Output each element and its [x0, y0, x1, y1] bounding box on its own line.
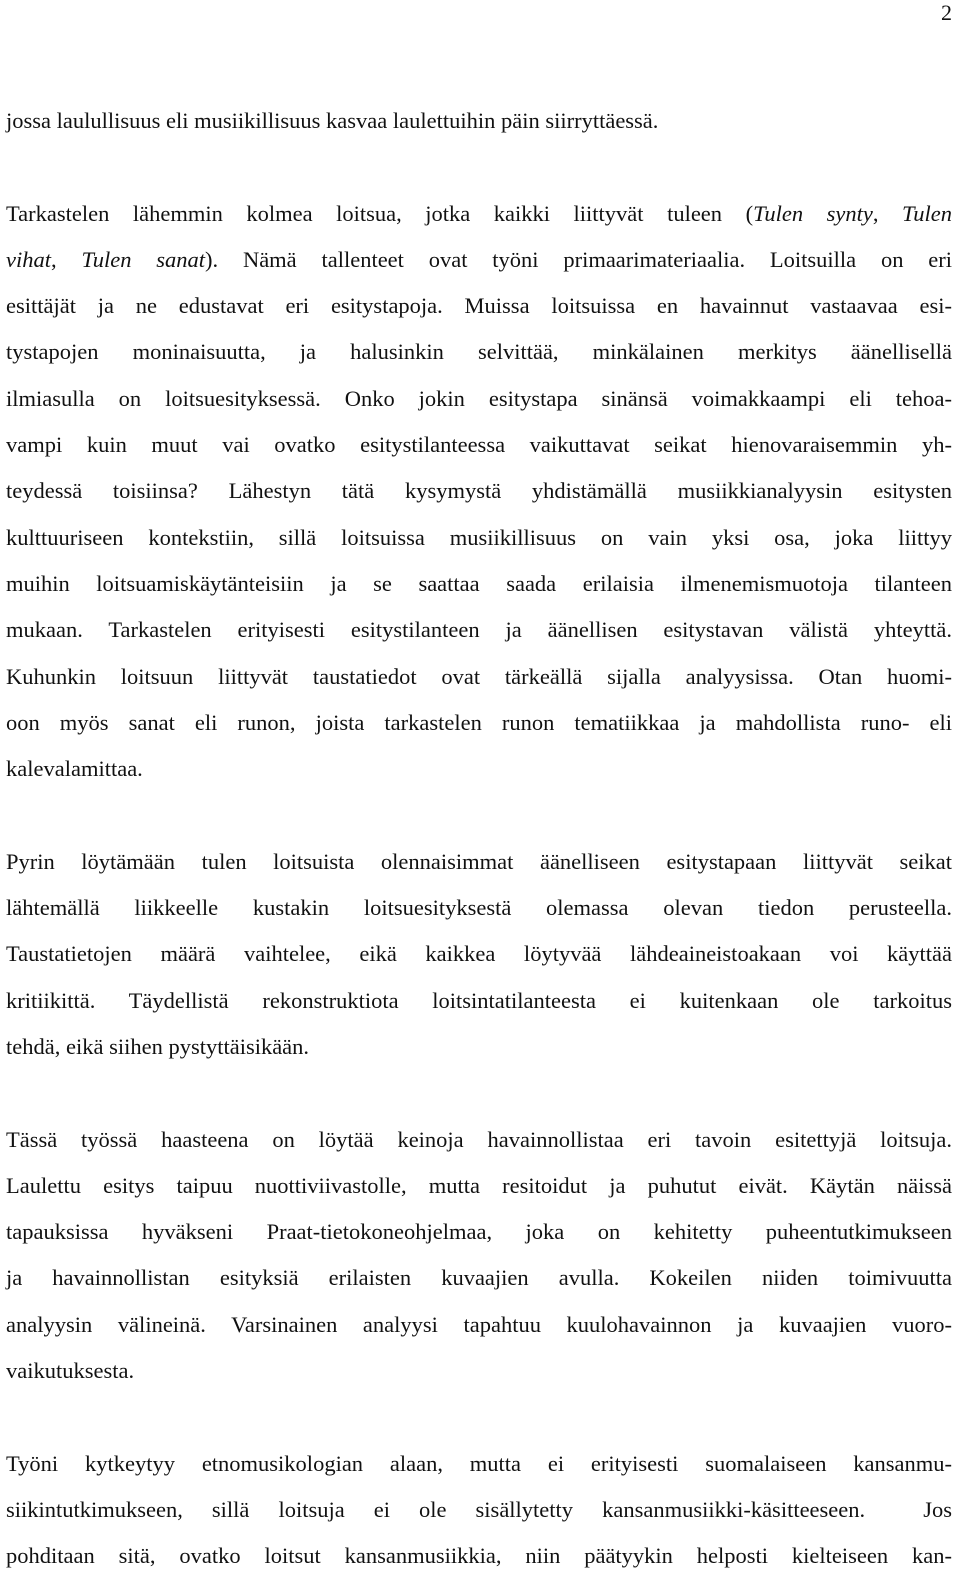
text-line	[6, 839, 952, 885]
text-segment: analyysin välineinä. Varsinainen analyysi tapahtuu kuulohavainnon ja kuvaajien vuoro-	[6, 1311, 952, 1337]
text-segment: Taustatietojen määrä vaihtelee, eikä kaikkea löytyvää lähdeaineistoakaan voi käyttää	[6, 941, 952, 967]
text-segment: kalevalamittaa.	[6, 756, 143, 782]
text-segment: kulttuuriseen kontekstiin, sillä loitsuissa musiikillisuus on vain yksi osa, joka liittyy	[6, 524, 952, 550]
text-line	[6, 376, 952, 422]
document-body	[6, 98, 952, 1580]
paragraph-gap	[6, 1070, 952, 1116]
page-number: 2	[941, 0, 952, 25]
paragraph	[6, 1117, 952, 1395]
paragraph	[6, 839, 952, 1070]
text-segment: Työni kytkeytyy etnomusikologian alaan, mutta ei erityisesti suomalaiseen kansanmu-	[6, 1450, 952, 1476]
text-segment: ja havainnollistan esityksiä erilaisten kuvaajien avulla. Kokeilen niiden toimivuutta	[6, 1265, 952, 1291]
text-line	[6, 1024, 952, 1070]
text-segment: oon myös sanat eli runon, joista tarkastelen runon tematiikkaa ja mahdollista runo- eli	[6, 709, 952, 735]
text-segment: mukaan. Tarkastelen erityisesti esitystilanteen ja äänellisen esitystavan välistä yhteyttä.	[6, 617, 952, 643]
text-segment: ,	[872, 200, 902, 226]
text-line	[6, 885, 952, 931]
text-line	[6, 1302, 952, 1348]
text-segment: jossa laulullisuus eli musiikillisuus kasvaa laulettuihin päin siirryttäessä.	[6, 108, 659, 133]
italic-title-text: Tulen	[901, 200, 952, 226]
text-segment: esittäjät ja ne edustavat eri esitystapoja. Muissa loitsuissa en havainnut vastaavaa esi-	[6, 293, 952, 319]
italic-title-text: vihat	[6, 246, 51, 272]
text-line	[6, 1348, 952, 1394]
text-line	[6, 931, 952, 977]
text-line	[6, 1487, 952, 1533]
italic-title-text: Tulen sanat	[81, 246, 206, 272]
text-line	[6, 329, 952, 375]
text-line	[6, 1533, 952, 1579]
text-line	[6, 1163, 952, 1209]
text-line	[6, 1441, 952, 1487]
text-segment: Tässä työssä haasteena on löytää keinoja havainnollistaa eri tavoin esitettyjä loitsuja.	[6, 1126, 952, 1152]
text-segment: tapauksissa hyväkseni Praat-tietokoneohjelmaa, joka on kehitetty puheentutkimukseen	[6, 1219, 952, 1245]
text-line	[6, 1117, 952, 1163]
paragraph	[6, 1441, 952, 1580]
text-line	[6, 561, 952, 607]
text-segment: tystapojen moninaisuutta, ja halusinkin selvittää, minkälainen merkitys äänellisellä	[6, 339, 952, 365]
text-line	[6, 515, 952, 561]
text-segment: pohditaan sitä, ovatko loitsut kansanmusiikkia, niin päätyykin helposti kielteiseen kan-	[6, 1543, 952, 1569]
paragraph-gap	[6, 1394, 952, 1440]
text-segment: teydessä toisiinsa? Lähestyn tätä kysymystä yhdistämällä musiikkianalyysin esitysten	[6, 478, 952, 504]
text-segment: ,	[51, 246, 82, 272]
text-line	[6, 978, 952, 1024]
text-line	[6, 237, 952, 283]
text-segment: Pyrin löytämään tulen loitsuista olennaisimmat äänelliseen esitystapaan liittyvät seikat	[6, 848, 952, 874]
text-segment: ilmiasulla on loitsuesityksessä. Onko jokin esitystapa sinänsä voimakkaampi eli tehoa-	[6, 385, 952, 411]
text-line	[6, 1209, 952, 1255]
text-segment: vampi kuin muut vai ovatko esitystilanteessa vaikuttavat seikat hienovaraisemmin yh-	[6, 432, 952, 458]
text-segment: siikintutkimukseen, sillä loitsuja ei ole sisällytetty kansanmusiikki-käsitteeseen. Jos	[6, 1496, 952, 1522]
text-line	[6, 283, 952, 329]
text-line	[6, 746, 952, 792]
text-line	[6, 98, 952, 144]
paragraph	[6, 191, 952, 793]
text-line	[6, 654, 952, 700]
text-segment: vaikutuksesta.	[6, 1358, 135, 1384]
paragraph	[6, 98, 952, 144]
text-line	[6, 700, 952, 746]
text-line	[6, 468, 952, 514]
text-line	[6, 607, 952, 653]
paragraph-gap	[6, 144, 952, 190]
paragraph-gap	[6, 792, 952, 838]
text-segment: tehdä, eikä siihen pystyttäisikään.	[6, 1033, 310, 1059]
text-segment: Kuhunkin loitsuun liittyvät taustatiedot ovat tärkeällä sijalla analyysissa. Otan huomi-	[6, 663, 952, 689]
text-segment: muihin loitsuamiskäytänteisiin ja se saattaa saada erilaisia ilmenemismuotoja tilanteen	[6, 570, 952, 596]
text-line	[6, 191, 952, 237]
text-segment: Tarkastelen lähemmin kolmea loitsua, jotka kaikki liittyvät tuleen (	[6, 200, 754, 226]
text-segment: Laulettu esitys taipuu nuottiviivastolle, mutta resitoidut ja puhutut eivät. Käytän näissä	[6, 1172, 952, 1198]
text-segment: ). Nämä tallenteet ovat työni primaarimateriaalia. Loitsuilla on eri	[205, 246, 952, 272]
text-line	[6, 422, 952, 468]
text-segment: lähtemällä liikkeelle kustakin loitsuesityksestä olemassa olevan tiedon perusteella.	[6, 895, 952, 921]
italic-title-text: Tulen synty	[753, 200, 873, 226]
text-segment: kritiikittä. Täydellistä rekonstruktiota loitsintatilanteesta ei kuitenkaan ole tarkoitus	[6, 987, 952, 1013]
text-line	[6, 1255, 952, 1301]
